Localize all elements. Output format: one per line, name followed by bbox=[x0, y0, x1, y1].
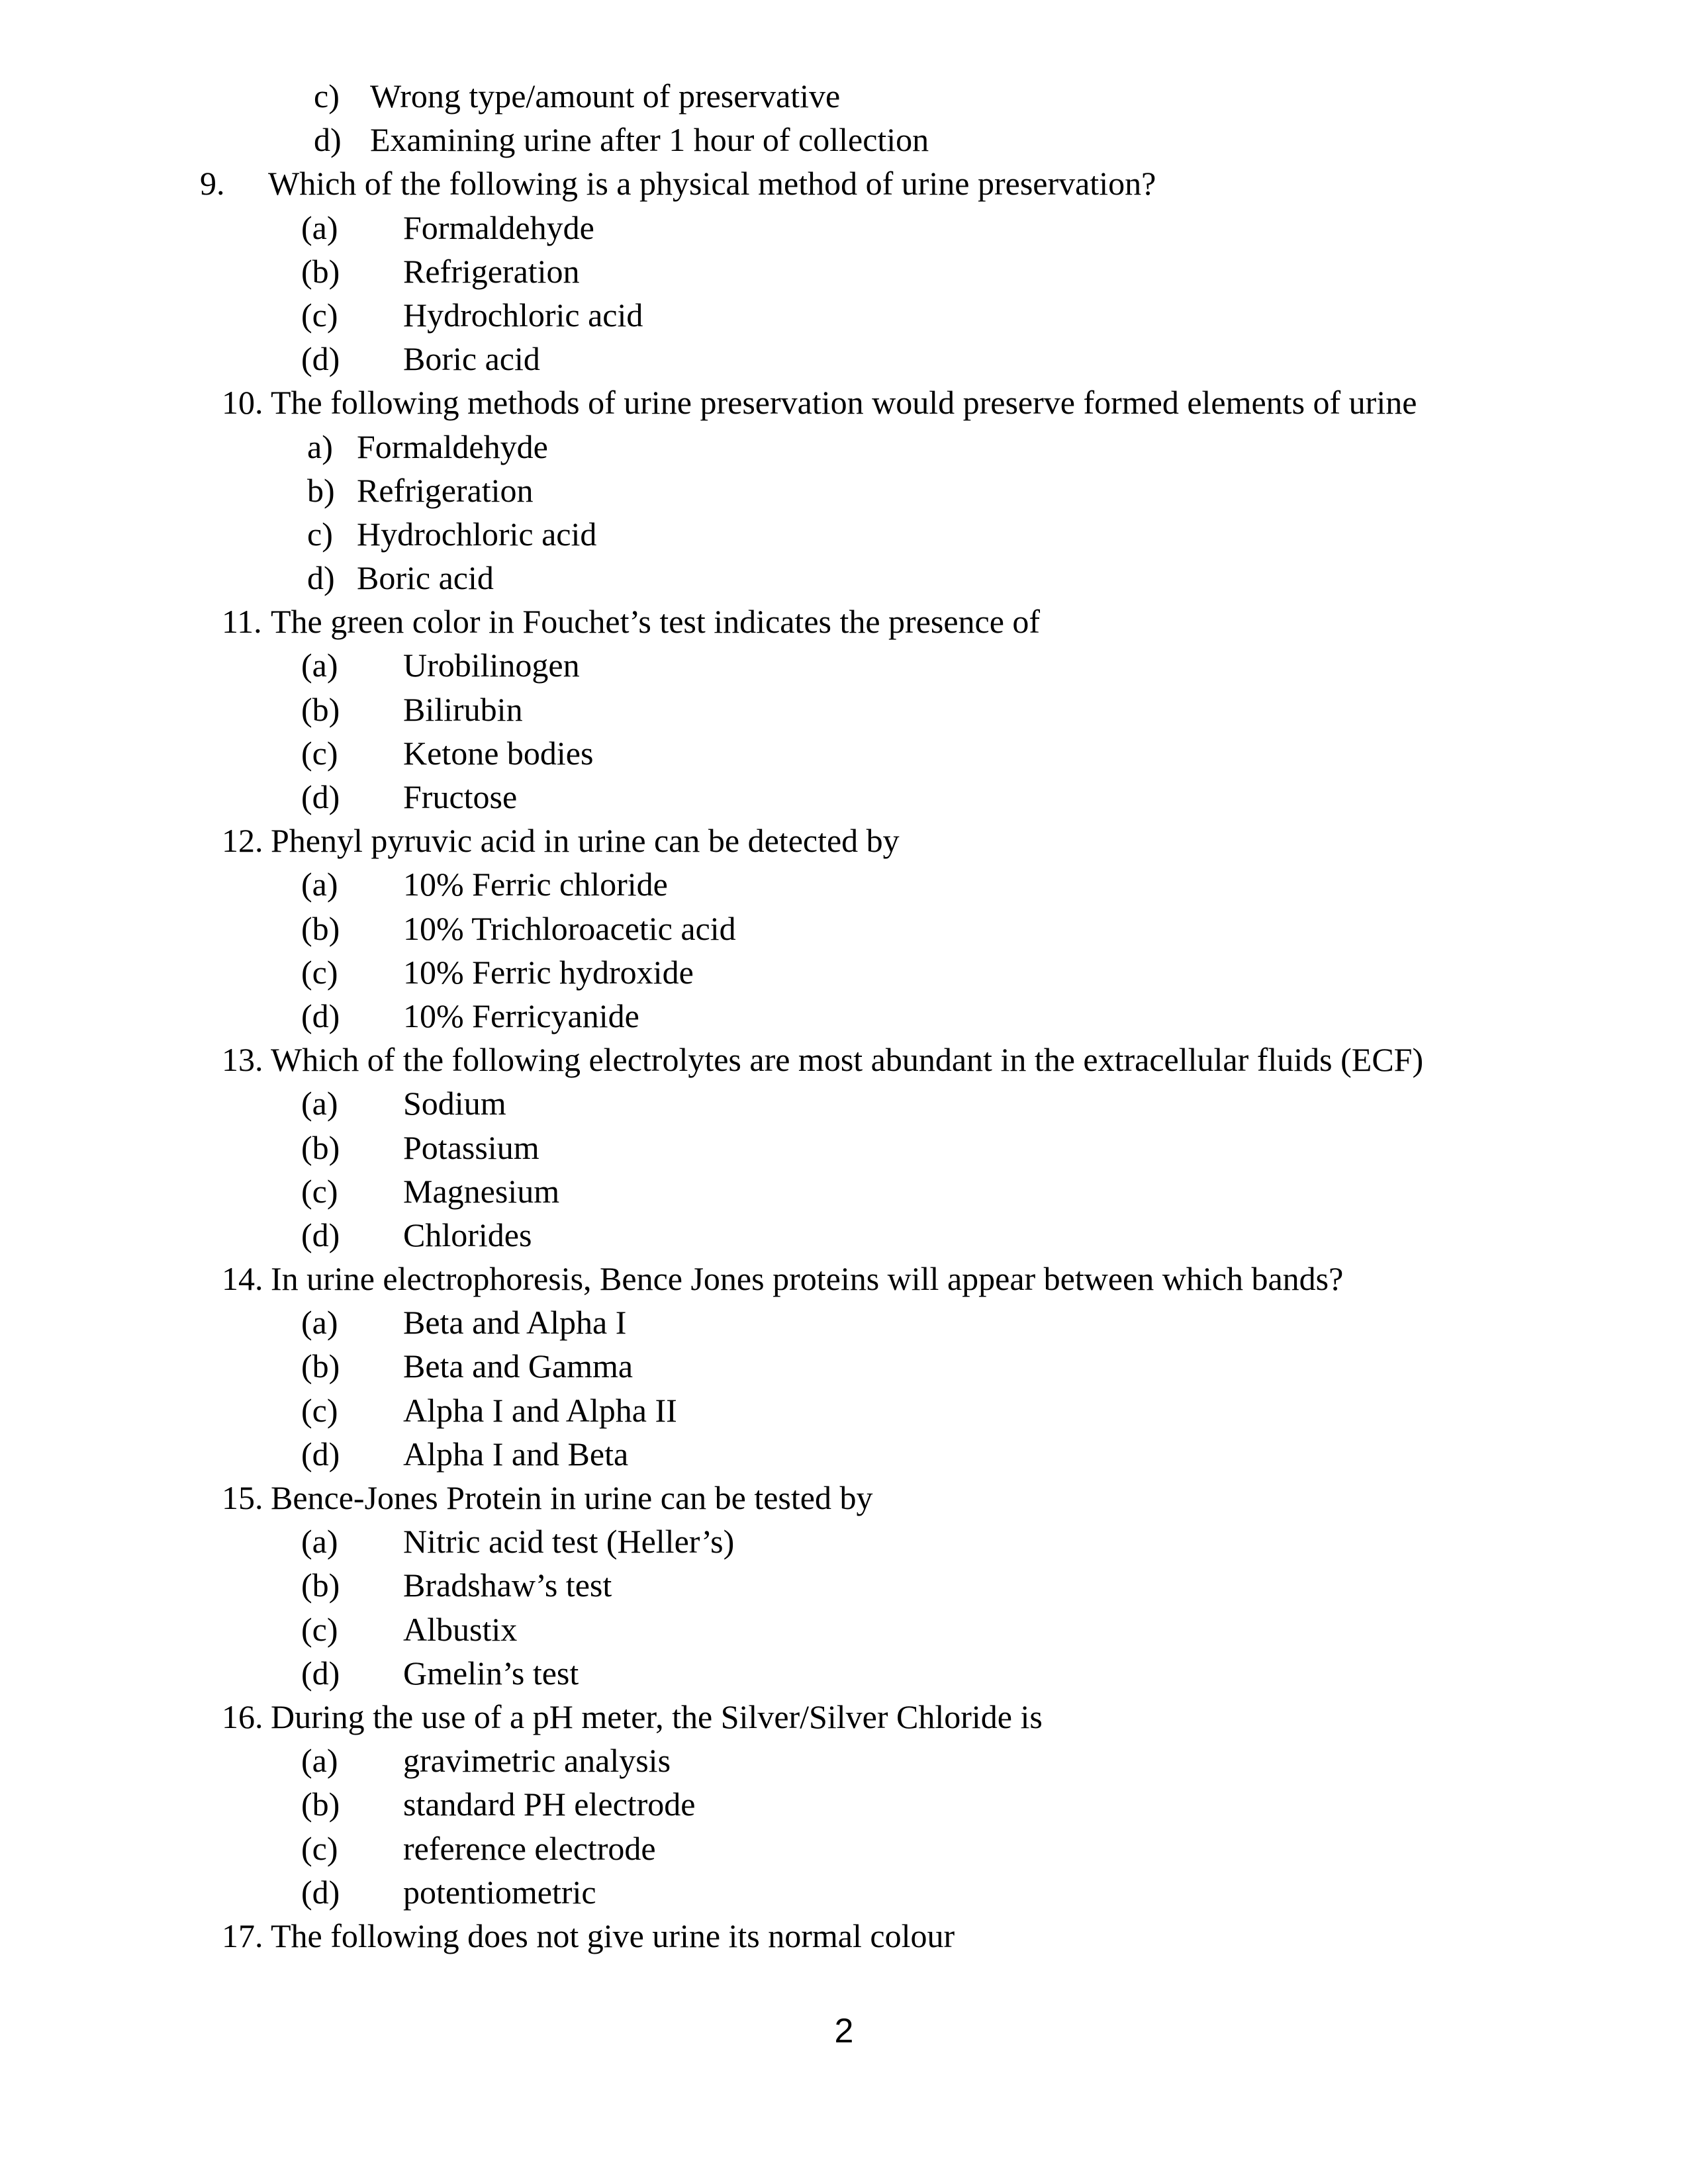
option-text: Potassium bbox=[403, 1128, 539, 1166]
question-text: The following methods of urine preservation would preserve formed elements of urine bbox=[271, 384, 1417, 422]
option-label: (c) bbox=[301, 1829, 338, 1867]
question-number: 13. bbox=[222, 1041, 263, 1079]
option-label: (a) bbox=[301, 1523, 338, 1561]
option-text: Boric acid bbox=[357, 559, 494, 597]
option-label: a) bbox=[307, 428, 333, 465]
option-row bbox=[0, 1344, 1688, 1388]
option-row bbox=[0, 1651, 1688, 1695]
question-number: 10. bbox=[222, 384, 263, 422]
question-number: 17. bbox=[222, 1917, 263, 1954]
question-number: 14. bbox=[222, 1260, 263, 1298]
option-row bbox=[0, 1739, 1688, 1782]
option-row bbox=[0, 1520, 1688, 1563]
question-text: In urine electrophoresis, Bence Jones proteins will appear between which bands? bbox=[271, 1260, 1344, 1298]
option-text: 10% Ferricyanide bbox=[403, 997, 639, 1034]
option-row bbox=[0, 1827, 1688, 1870]
question-row bbox=[0, 1038, 1688, 1081]
option-label: (d) bbox=[301, 778, 340, 815]
question-number: 15. bbox=[222, 1479, 263, 1516]
option-row bbox=[0, 1169, 1688, 1213]
option-row bbox=[0, 1388, 1688, 1432]
option-label: (b) bbox=[301, 690, 340, 728]
question-list bbox=[0, 74, 1688, 1958]
option-label: (b) bbox=[301, 1128, 340, 1166]
question-text: The following does not give urine its normal colour bbox=[271, 1917, 955, 1954]
option-row bbox=[0, 1782, 1688, 1826]
option-text: reference electrode bbox=[403, 1829, 656, 1867]
option-row bbox=[0, 950, 1688, 994]
option-text: Alpha I and Alpha II bbox=[403, 1391, 677, 1429]
page-number: 2 bbox=[834, 2012, 854, 2050]
option-label: (a) bbox=[301, 208, 338, 246]
question-row bbox=[0, 1914, 1688, 1958]
option-label: c) bbox=[307, 515, 333, 553]
option-row bbox=[0, 250, 1688, 293]
question-number: 11. bbox=[222, 603, 262, 641]
option-row bbox=[0, 118, 1688, 161]
option-row bbox=[0, 337, 1688, 381]
option-label: (c) bbox=[301, 1172, 338, 1210]
option-text: 10% Trichloroacetic acid bbox=[403, 909, 736, 947]
option-text: Boric acid bbox=[403, 340, 540, 378]
option-row bbox=[0, 907, 1688, 950]
option-row bbox=[0, 643, 1688, 687]
question-text: Which of the following electrolytes are most abundant in the extracellular fluids (ECF) bbox=[271, 1041, 1424, 1079]
question-row bbox=[0, 819, 1688, 862]
option-row bbox=[0, 1300, 1688, 1344]
question-text: The green color in Fouchet’s test indicates the presence of bbox=[271, 603, 1041, 641]
question-text: Phenyl pyruvic acid in urine can be detected by bbox=[271, 822, 900, 860]
option-label: (b) bbox=[301, 1786, 340, 1823]
option-text: 10% Ferric chloride bbox=[403, 866, 668, 903]
option-text: Formaldehyde bbox=[357, 428, 548, 465]
option-label: (a) bbox=[301, 1085, 338, 1122]
option-text: Gmelin’s test bbox=[403, 1654, 579, 1692]
option-label: (b) bbox=[301, 909, 340, 947]
option-label: (a) bbox=[301, 1304, 338, 1342]
option-row bbox=[0, 556, 1688, 600]
option-row bbox=[0, 206, 1688, 250]
option-text: Examining urine after 1 hour of collection bbox=[370, 121, 929, 159]
option-row bbox=[0, 688, 1688, 731]
option-row bbox=[0, 994, 1688, 1038]
option-text: Sodium bbox=[403, 1085, 506, 1122]
option-label: (c) bbox=[301, 1610, 338, 1648]
option-text: Urobilinogen bbox=[403, 647, 580, 684]
option-label: (a) bbox=[301, 866, 338, 903]
option-label: (d) bbox=[301, 340, 340, 378]
option-row bbox=[0, 469, 1688, 512]
option-text: Fructose bbox=[403, 778, 518, 815]
option-row bbox=[0, 1126, 1688, 1169]
option-row bbox=[0, 862, 1688, 906]
option-row bbox=[0, 1563, 1688, 1607]
option-row bbox=[0, 293, 1688, 337]
option-label: (c) bbox=[301, 296, 338, 334]
question-text: During the use of a pH meter, the Silver/Silver Chloride is bbox=[271, 1698, 1043, 1735]
option-text: Hydrochloric acid bbox=[357, 515, 597, 553]
option-row bbox=[0, 731, 1688, 775]
question-row bbox=[0, 1257, 1688, 1300]
option-label: (a) bbox=[301, 1742, 338, 1780]
option-row bbox=[0, 775, 1688, 819]
option-text: Wrong type/amount of preservative bbox=[370, 77, 841, 114]
option-text: Bilirubin bbox=[403, 690, 523, 728]
option-text: potentiometric bbox=[403, 1873, 596, 1911]
option-label: (c) bbox=[301, 953, 338, 991]
option-row bbox=[0, 1870, 1688, 1914]
option-text: Nitric acid test (Heller’s) bbox=[403, 1523, 735, 1561]
question-number: 16. bbox=[222, 1698, 263, 1735]
question-number: 12. bbox=[222, 822, 263, 860]
option-label: (c) bbox=[301, 734, 338, 772]
option-text: Beta and Alpha I bbox=[403, 1304, 627, 1342]
option-label: b) bbox=[307, 471, 335, 509]
option-text: Hydrochloric acid bbox=[403, 296, 643, 334]
option-text: gravimetric analysis bbox=[403, 1742, 671, 1780]
option-label: (d) bbox=[301, 1654, 340, 1692]
question-row bbox=[0, 381, 1688, 424]
option-label: (d) bbox=[301, 1873, 340, 1911]
question-row bbox=[0, 1476, 1688, 1520]
option-text: Alpha I and Beta bbox=[403, 1435, 629, 1473]
option-text: Magnesium bbox=[403, 1172, 560, 1210]
option-text: Albustix bbox=[403, 1610, 518, 1648]
option-label: (b) bbox=[301, 1347, 340, 1385]
question-row bbox=[0, 1695, 1688, 1739]
option-row bbox=[0, 1608, 1688, 1651]
option-label: c) bbox=[314, 77, 340, 114]
option-row bbox=[0, 74, 1688, 118]
option-text: 10% Ferric hydroxide bbox=[403, 953, 694, 991]
option-text: standard PH electrode bbox=[403, 1786, 696, 1823]
option-label: (d) bbox=[301, 1435, 340, 1473]
option-label: (d) bbox=[301, 1216, 340, 1253]
option-row bbox=[0, 512, 1688, 556]
option-text: Formaldehyde bbox=[403, 208, 594, 246]
option-label: (b) bbox=[301, 1567, 340, 1604]
option-row bbox=[0, 1213, 1688, 1257]
option-row bbox=[0, 1081, 1688, 1125]
question-row bbox=[0, 600, 1688, 643]
option-label: d) bbox=[307, 559, 335, 597]
option-label: (c) bbox=[301, 1391, 338, 1429]
option-label: (b) bbox=[301, 252, 340, 290]
question-text: Which of the following is a physical method of urine preservation? bbox=[268, 165, 1156, 203]
option-text: Chlorides bbox=[403, 1216, 532, 1253]
option-label: d) bbox=[314, 121, 342, 159]
question-row bbox=[0, 161, 1688, 205]
option-label: (a) bbox=[301, 647, 338, 684]
option-text: Bradshaw’s test bbox=[403, 1567, 612, 1604]
option-row bbox=[0, 425, 1688, 469]
option-text: Ketone bodies bbox=[403, 734, 594, 772]
option-text: Beta and Gamma bbox=[403, 1347, 633, 1385]
option-label: (d) bbox=[301, 997, 340, 1034]
option-text: Refrigeration bbox=[357, 471, 534, 509]
option-row bbox=[0, 1432, 1688, 1476]
option-text: Refrigeration bbox=[403, 252, 580, 290]
question-number: 9. bbox=[200, 165, 225, 203]
question-text: Bence-Jones Protein in urine can be tested by bbox=[271, 1479, 873, 1516]
